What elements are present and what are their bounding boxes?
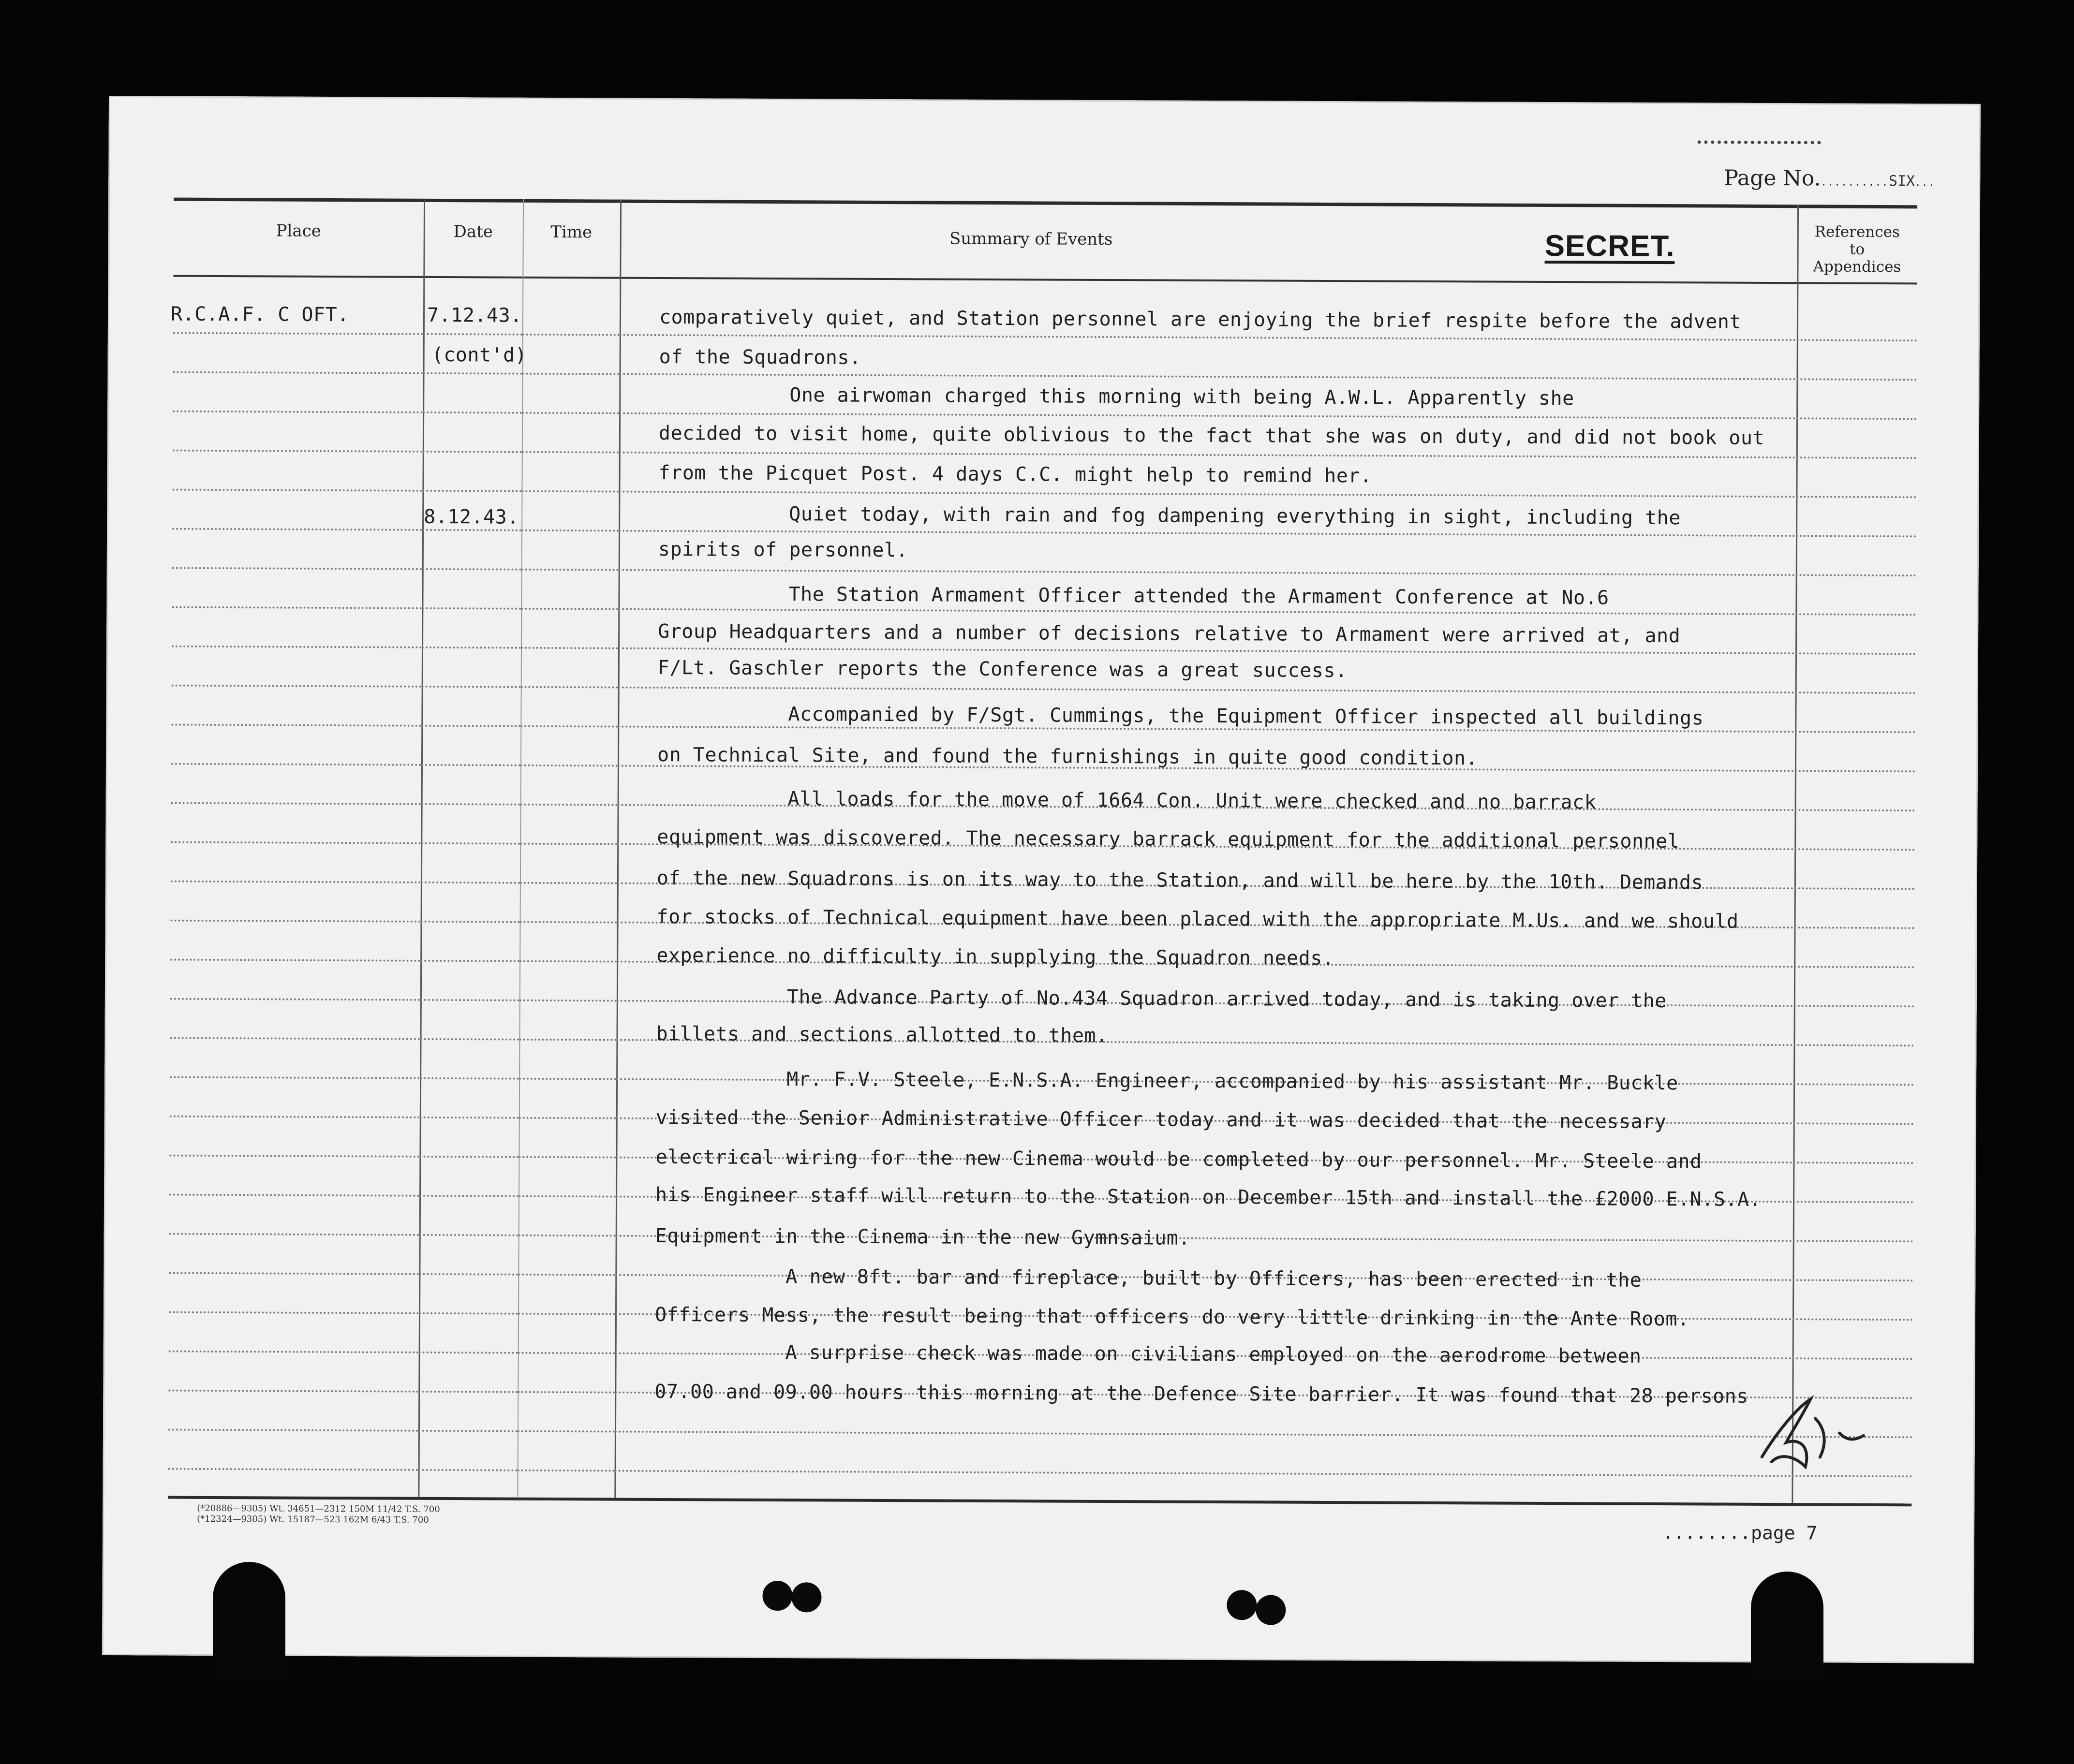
summary-line: The Station Armament Officer attended the Armament Conference at No.6 bbox=[788, 583, 1609, 609]
ruled-line bbox=[421, 882, 520, 884]
binder-clip bbox=[1751, 1572, 1823, 1683]
ruled-line bbox=[421, 921, 520, 923]
ruled-line bbox=[521, 608, 618, 610]
ruled-line bbox=[521, 490, 619, 493]
ruled-line bbox=[520, 882, 617, 884]
ruled-line bbox=[170, 1037, 420, 1040]
summary-line: Mr. F.V. Steele, E.N.S.A. Engineer, accompanied by his assistant Mr. Buckle bbox=[786, 1068, 1678, 1095]
ruled-line bbox=[1796, 417, 1916, 420]
ruled-line bbox=[1793, 1122, 1913, 1125]
ruled-line bbox=[169, 1311, 419, 1314]
date-entry: 7.12.43. bbox=[427, 304, 522, 327]
ruled-line bbox=[1793, 1240, 1913, 1242]
ruled-line bbox=[1797, 339, 1917, 341]
ruled-line bbox=[422, 490, 521, 492]
ruled-line bbox=[519, 1039, 616, 1041]
ruled-line bbox=[173, 332, 423, 335]
column-header-date: Date bbox=[453, 222, 493, 242]
ruled-line bbox=[1793, 1357, 1912, 1360]
ruled-line bbox=[1796, 535, 1916, 537]
ruled-line bbox=[173, 371, 423, 374]
ruled-line bbox=[1794, 966, 1914, 968]
summary-line: One airwoman charged this morning with being A.W.L. Apparently she bbox=[789, 384, 1574, 410]
ruled-line bbox=[1794, 926, 1914, 929]
ruled-line bbox=[171, 802, 421, 805]
ruled-line bbox=[520, 921, 617, 924]
summary-line: of the new Squadrons is on its way to the Station, and will be here by the 10th. Demands bbox=[656, 867, 1704, 894]
ruled-line bbox=[172, 606, 422, 609]
decorative-dots bbox=[1698, 140, 1821, 144]
ruled-line bbox=[518, 1470, 615, 1472]
summary-line: Accompanied by F/Sgt. Cummings, the Equipment Officer inspected all buildings bbox=[788, 703, 1704, 730]
war-diary-page bbox=[102, 96, 1981, 1663]
column-header-summary: Summary of Events bbox=[949, 229, 1113, 250]
ruled-line bbox=[170, 1116, 420, 1118]
summary-line: A surprise check was made on civilians employed on the aerodrome between bbox=[785, 1341, 1642, 1367]
date-continued: (cont'd) bbox=[431, 343, 527, 367]
form-code: (*20886—9305) Wt. 34651—2312 150M 11/42 T.S. 700 (*12324—9305) Wt. 15187—523 162M 6/43 T.S. 700 bbox=[197, 1503, 440, 1525]
ruled-line bbox=[619, 373, 1796, 381]
ruled-line bbox=[1793, 1318, 1912, 1321]
summary-line: comparatively quiet, and Station personnel are enjoying the brief respite before the advent bbox=[659, 306, 1742, 333]
ruled-line bbox=[423, 451, 522, 453]
ruled-line bbox=[1793, 1044, 1913, 1046]
date-entry: 8.12.43. bbox=[424, 505, 519, 529]
ruled-line bbox=[169, 1351, 419, 1353]
ruled-line bbox=[518, 1430, 615, 1433]
ruled-line bbox=[172, 567, 422, 570]
ruled-line bbox=[422, 607, 521, 610]
summary-line: spirits of personnel. bbox=[658, 538, 908, 562]
ruled-line bbox=[518, 1313, 615, 1315]
ruled-line bbox=[168, 1468, 418, 1471]
ruled-line bbox=[619, 569, 1796, 576]
ruled-line bbox=[422, 686, 521, 688]
ruled-line bbox=[620, 334, 1797, 341]
ruled-line bbox=[1795, 770, 1915, 772]
ruled-line bbox=[1794, 887, 1914, 890]
ruled-line bbox=[170, 1076, 420, 1079]
ruled-line bbox=[420, 999, 519, 1001]
ruled-line bbox=[172, 489, 422, 492]
ruled-line bbox=[171, 841, 421, 844]
ruled-line bbox=[521, 529, 619, 532]
ruled-line bbox=[170, 998, 420, 1001]
summary-line: on Technical Site, and found the furnishings in quite good condition. bbox=[657, 743, 1478, 770]
ruled-line bbox=[519, 1078, 616, 1080]
ruled-line bbox=[171, 920, 421, 923]
ruled-line bbox=[522, 412, 619, 414]
table-header-rule bbox=[173, 275, 1917, 285]
ruled-line bbox=[1796, 378, 1916, 381]
ruled-line bbox=[420, 960, 519, 962]
summary-line: billets and sections allotted to them. bbox=[656, 1022, 1108, 1047]
ruled-line bbox=[522, 373, 619, 375]
summary-line: A new 8ft. bar and fireplace, built by Officers, has been erected in the bbox=[785, 1265, 1642, 1292]
summary-line: decided to visit home, quite oblivious to the fact that she was on duty, and did not book out bbox=[658, 422, 1765, 449]
summary-line: All loads for the move of 1664 Con. Unit were checked and no barrack bbox=[787, 788, 1597, 814]
ruled-line bbox=[1793, 1279, 1912, 1281]
ruled-line bbox=[519, 1000, 617, 1002]
ruled-line bbox=[418, 1391, 518, 1393]
column-header-references: References to Appendices bbox=[1813, 223, 1901, 276]
ruled-line bbox=[518, 1195, 616, 1198]
summary-line: Officers Mess, the result being that officers do very little drinking in the Ante Room. bbox=[654, 1303, 1689, 1331]
ruled-line bbox=[173, 411, 423, 413]
ruled-line bbox=[422, 529, 521, 531]
ruled-line bbox=[618, 608, 1795, 616]
summary-line: his Engineer staff will return to the Station on December 15th and install the £2000 E.N.S.A. bbox=[655, 1183, 1762, 1211]
summary-line: 07.00 and 09.00 hours this morning at the Defence Site barrier. It was found that 28 persons bbox=[654, 1380, 1748, 1408]
binder-clip bbox=[213, 1562, 285, 1683]
ruled-line bbox=[520, 843, 617, 845]
ruled-line bbox=[520, 804, 618, 806]
ruled-line bbox=[518, 1391, 615, 1394]
ruled-line bbox=[173, 450, 423, 453]
ruled-line bbox=[420, 1038, 519, 1041]
ruled-line bbox=[423, 333, 522, 336]
ruled-line bbox=[619, 452, 1796, 459]
ruled-line bbox=[423, 412, 522, 414]
ruled-line bbox=[169, 1272, 419, 1275]
summary-line: equipment was discovered. The necessary barrack equipment for the additional personnel bbox=[657, 825, 1680, 853]
summary-line: from the Picquet Post. 4 days C.C. might help to remind her. bbox=[658, 461, 1372, 487]
ruled-line bbox=[1795, 809, 1915, 811]
ruled-line bbox=[168, 1390, 418, 1393]
ruled-line bbox=[1796, 456, 1916, 459]
table-top-rule bbox=[174, 198, 1917, 209]
summary-line: for stocks of Technical equipment have been placed with the appropriate M.Us. and we should bbox=[656, 905, 1739, 933]
punch-hole bbox=[1256, 1595, 1286, 1625]
ruled-line bbox=[172, 685, 422, 688]
page-number-value: SIX bbox=[1888, 173, 1915, 190]
ruled-line bbox=[518, 1235, 616, 1237]
ruled-line bbox=[519, 960, 617, 963]
ruled-line bbox=[519, 1117, 616, 1119]
column-divider-date bbox=[517, 199, 524, 1498]
ruled-line bbox=[422, 647, 521, 649]
summary-line: The Advance Party of No.434 Squadron arrived today, and is taking over the bbox=[786, 986, 1667, 1013]
ruled-line bbox=[168, 1429, 418, 1432]
ruled-line bbox=[522, 451, 619, 454]
summary-line: F/Lt. Gaschler reports the Conference was a great success. bbox=[657, 656, 1348, 682]
ruled-line bbox=[1794, 848, 1914, 851]
ruled-line bbox=[421, 725, 520, 727]
ruled-line bbox=[520, 725, 618, 728]
ruled-line bbox=[172, 646, 422, 648]
ruled-line bbox=[170, 959, 420, 962]
ruled-line bbox=[172, 528, 422, 531]
ruled-line bbox=[1796, 574, 1916, 576]
ruled-line bbox=[1795, 731, 1915, 733]
ruled-line bbox=[619, 491, 1796, 498]
summary-line: electrical wiring for the new Cinema would be completed by our personnel. Mr. Steele and bbox=[655, 1146, 1702, 1173]
column-header-place: Place bbox=[276, 221, 321, 241]
ruled-line bbox=[169, 1155, 419, 1158]
ruled-line bbox=[419, 1156, 518, 1158]
ruled-line bbox=[1793, 1161, 1913, 1164]
punch-hole bbox=[762, 1581, 792, 1611]
punch-hole bbox=[1227, 1590, 1257, 1620]
ruled-line bbox=[419, 1234, 518, 1236]
summary-line: experience no difficulty in supplying the Squadron needs. bbox=[656, 944, 1334, 970]
ruled-line bbox=[419, 1195, 518, 1197]
ruled-line bbox=[419, 1312, 518, 1315]
column-divider-time bbox=[614, 200, 622, 1499]
ruled-line bbox=[423, 372, 522, 375]
ruled-line bbox=[422, 568, 521, 571]
ruled-line bbox=[421, 764, 520, 766]
ruled-lines bbox=[109, 96, 1981, 104]
continuation-note: ........page 7 bbox=[1662, 1522, 1818, 1544]
summary-line: Equipment in the Cinema in the new Gymnsaium. bbox=[655, 1224, 1191, 1250]
ruled-line bbox=[1796, 496, 1916, 498]
place-entry: R.C.A.F. C OFT. bbox=[170, 303, 349, 326]
column-divider-place bbox=[418, 199, 425, 1498]
ruled-line bbox=[615, 1470, 1792, 1477]
ruled-line bbox=[418, 1430, 518, 1432]
ruled-line bbox=[615, 1431, 1792, 1438]
ruled-line bbox=[521, 647, 618, 649]
ruled-line bbox=[619, 530, 1796, 537]
ruled-line bbox=[418, 1469, 518, 1471]
ruled-line bbox=[1794, 1005, 1914, 1007]
ruled-line bbox=[518, 1274, 615, 1276]
ruled-line bbox=[522, 334, 620, 336]
summary-line: Quiet today, with rain and fog dampening everything in sight, including the bbox=[789, 503, 1681, 529]
handwritten-initials bbox=[1742, 1389, 1868, 1488]
ruled-line bbox=[520, 764, 618, 767]
summary-line: Group Headquarters and a number of decisions relative to Armament were arrived at, and bbox=[658, 620, 1681, 647]
ruled-line bbox=[420, 1117, 519, 1119]
ruled-line bbox=[421, 842, 520, 845]
summary-line: of the Squadrons. bbox=[659, 345, 861, 369]
ruled-line bbox=[1793, 1201, 1913, 1203]
column-header-time: Time bbox=[550, 222, 593, 242]
ruled-line bbox=[521, 686, 618, 689]
ruled-line bbox=[619, 412, 1796, 420]
summary-line: visited the Senior Administrative Officer today and it was decided that the necessary bbox=[655, 1106, 1667, 1133]
column-divider-summary bbox=[1792, 205, 1799, 1503]
punch-hole bbox=[791, 1582, 821, 1612]
ruled-line bbox=[169, 1194, 419, 1197]
ruled-line bbox=[419, 1273, 518, 1276]
security-classification: SECRET. bbox=[1544, 229, 1675, 264]
ruled-line bbox=[419, 1352, 518, 1354]
ruled-line bbox=[618, 687, 1795, 694]
ruled-line bbox=[518, 1352, 615, 1354]
ruled-line bbox=[171, 763, 421, 766]
ruled-line bbox=[171, 724, 421, 727]
ruled-line bbox=[618, 647, 1795, 655]
ruled-line bbox=[421, 803, 520, 806]
ruled-line bbox=[169, 1233, 419, 1236]
ruled-line bbox=[1795, 613, 1915, 616]
ruled-line bbox=[420, 1077, 519, 1080]
ruled-line bbox=[518, 1156, 616, 1159]
ruled-line bbox=[521, 569, 619, 571]
ruled-line bbox=[1795, 691, 1915, 694]
ruled-line bbox=[1795, 652, 1915, 655]
ruled-line bbox=[171, 881, 421, 883]
ruled-line bbox=[1793, 1083, 1913, 1086]
page-number-label: Page No...........SIX... bbox=[1724, 165, 1936, 191]
